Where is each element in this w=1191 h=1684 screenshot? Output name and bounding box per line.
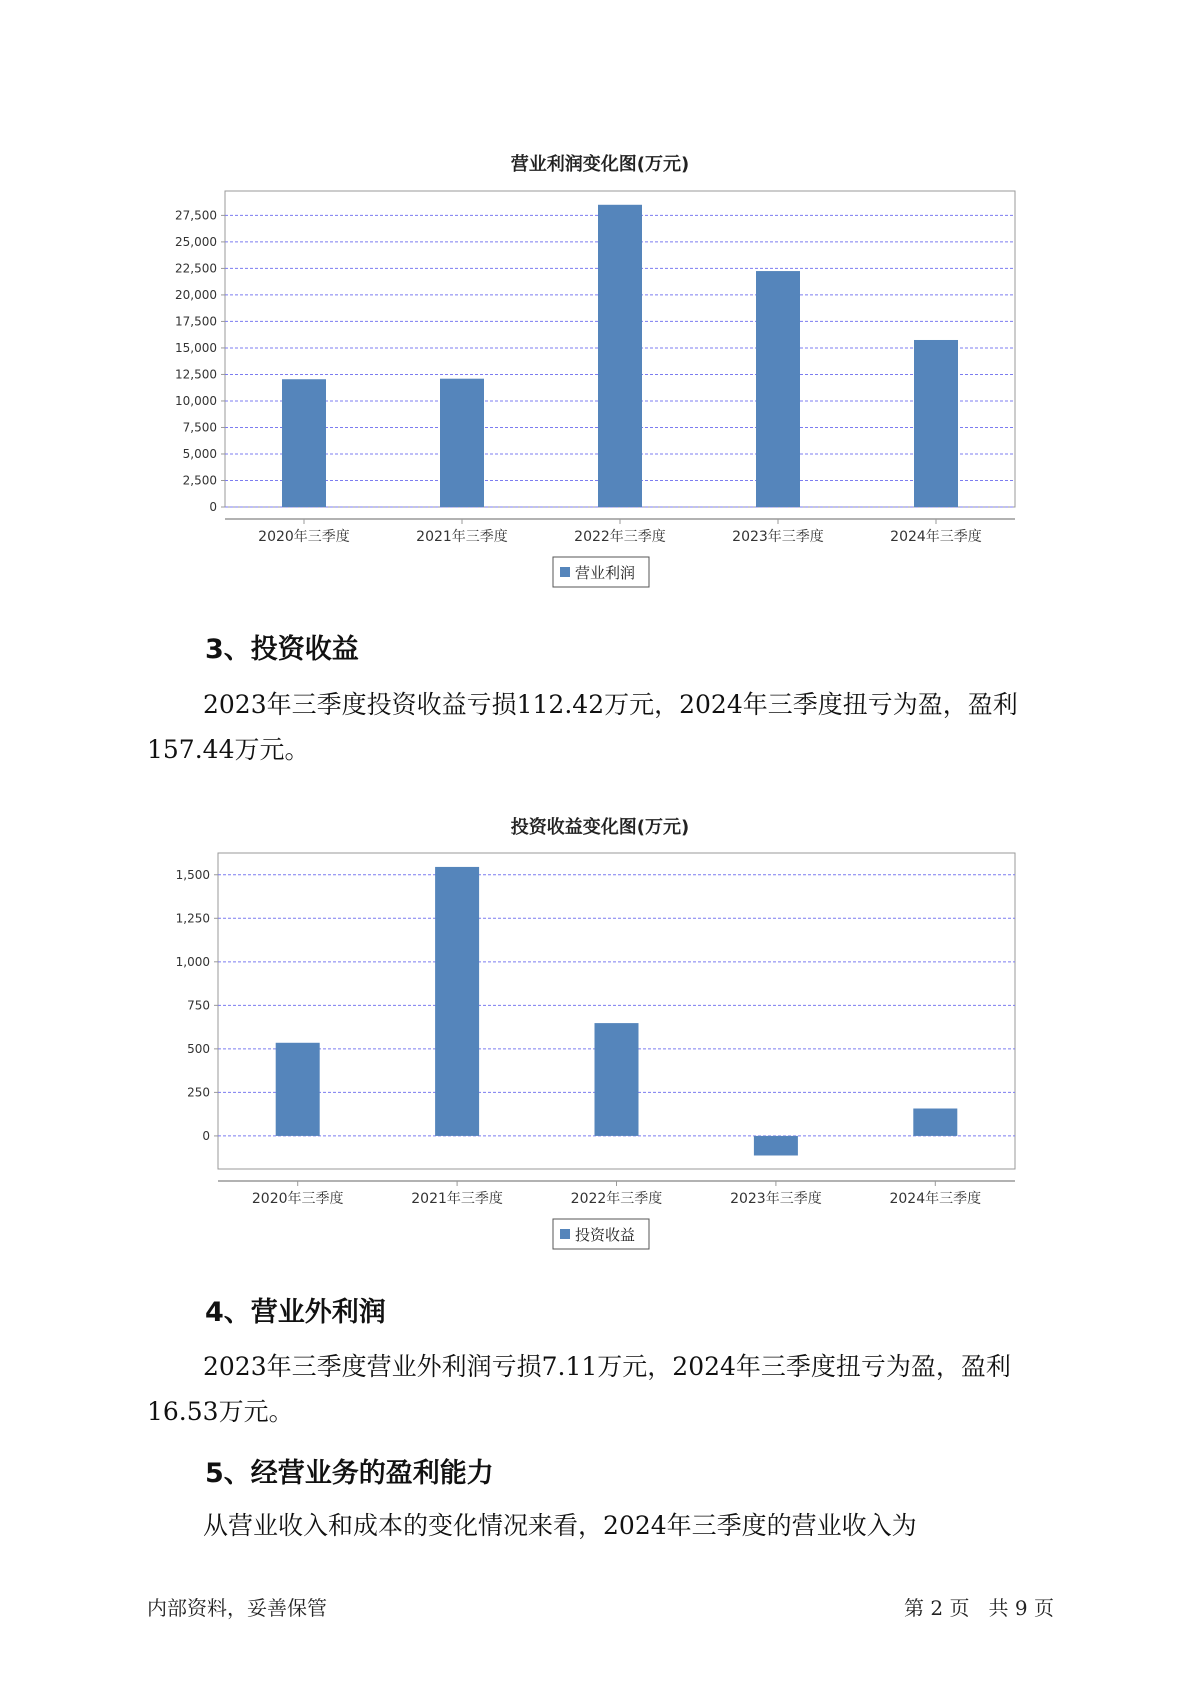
y-tick-label: 25,000 — [175, 234, 217, 249]
x-tick-label: 2024年三季度 — [889, 1191, 982, 1207]
section-heading-investment-income: 3、投资收益 — [205, 634, 359, 665]
y-tick-label: 5,000 — [182, 446, 217, 461]
y-tick-label: 15,000 — [175, 340, 217, 355]
x-tick-label: 2022年三季度 — [570, 1191, 663, 1207]
y-tick-label: 10,000 — [175, 393, 217, 408]
legend-swatch — [560, 1229, 570, 1239]
section-heading-non-operating-profit: 4、营业外利润 — [205, 1297, 386, 1328]
y-tick-label: 27,500 — [175, 208, 217, 223]
x-tick-label: 2021年三季度 — [411, 1191, 503, 1207]
y-tick-label: 0 — [209, 500, 217, 514]
y-tick-label: 1,250 — [175, 911, 210, 926]
x-tick-label: 2021年三季度 — [416, 529, 508, 545]
y-tick-label: 1,000 — [175, 954, 210, 969]
bar — [276, 1043, 320, 1136]
paragraph-investment-income: 2023年三季度投资收益亏损112.42万元，2024年三季度扭亏为盈，盈利157.44万元。 — [147, 690, 1018, 764]
y-tick-label: 0 — [202, 1128, 210, 1143]
bar — [913, 1109, 957, 1136]
legend-label: 投资收益 — [575, 1226, 636, 1244]
footer-page-number: 第 2 页 共 9 页 — [904, 1596, 1054, 1620]
y-tick-label: 7,500 — [182, 420, 217, 435]
x-tick-label: 2023年三季度 — [730, 1191, 822, 1207]
x-tick-label: 2024年三季度 — [890, 529, 982, 545]
bar — [435, 867, 479, 1136]
y-tick-label: 500 — [187, 1041, 210, 1056]
legend-label: 营业利润 — [575, 564, 636, 582]
chart-title-investment-income: 投资收益变化图(万元) — [510, 817, 690, 838]
y-tick-label: 2,500 — [182, 473, 217, 488]
bar — [595, 1023, 639, 1136]
x-tick-label: 2020年三季度 — [258, 529, 350, 545]
y-tick-label: 22,500 — [175, 261, 217, 276]
x-tick-label: 2020年三季度 — [251, 1191, 344, 1207]
y-tick-label: 17,500 — [175, 314, 217, 329]
y-tick-label: 250 — [187, 1085, 210, 1100]
x-tick-label: 2023年三季度 — [732, 529, 824, 545]
chart-title-operating-profit: 营业利润变化图(万元) — [510, 154, 690, 175]
paragraph-operating-profitability: 从营业收入和成本的变化情况来看，2024年三季度的营业收入为 — [203, 1511, 917, 1540]
x-tick-label: 2022年三季度 — [574, 529, 666, 545]
y-tick-label: 1,500 — [175, 867, 210, 882]
y-tick-label: 750 — [187, 998, 210, 1013]
bar — [754, 1136, 798, 1156]
paragraph-non-operating-profit: 2023年三季度营业外利润亏损7.11万元，2024年三季度扭亏为盈，盈利16.53万元。 — [147, 1352, 1011, 1426]
y-tick-label: 20,000 — [175, 287, 217, 302]
y-tick-label: 12,500 — [175, 367, 217, 382]
section-heading-operating-profitability: 5、经营业务的盈利能力 — [205, 1458, 494, 1489]
footer-confidential-note: 内部资料，妥善保管 — [147, 1596, 327, 1620]
